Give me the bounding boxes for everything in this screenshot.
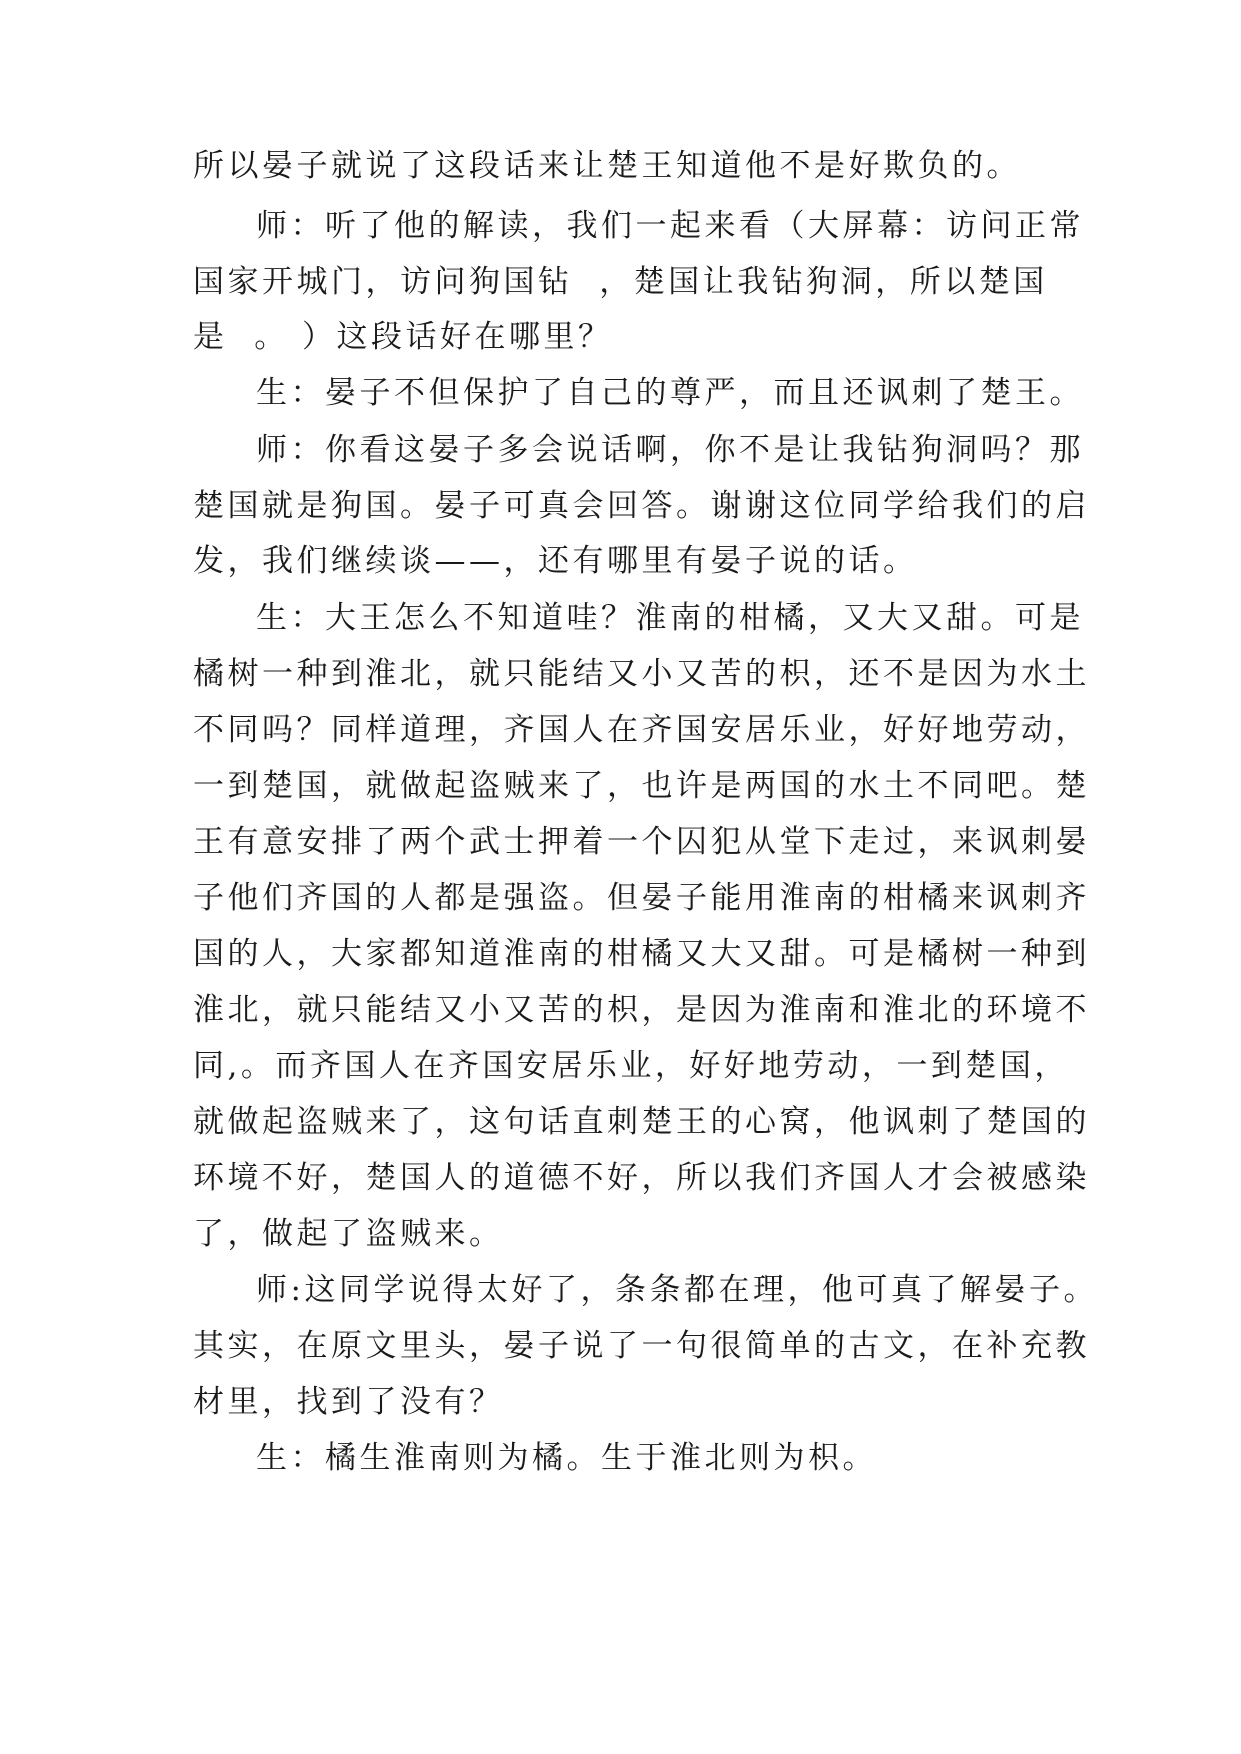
text-line: 生：大王怎么不知道哇？淮南的柑橘，又大又甜。可是	[256, 600, 1084, 636]
text-line: 环境不好，楚国人的道德不好，所以我们齐国人才会被感染	[193, 1160, 1090, 1196]
text-line: 国的人，大家都知道淮南的柑橘又大又甜。可是橘树一种到	[193, 936, 1090, 972]
text-line: 其实，在原文里头，晏子说了一句很简单的古文，在补充教	[193, 1328, 1090, 1364]
text-line: 子他们齐国的人都是强盗。但晏子能用淮南的柑橘来讽刺齐	[193, 880, 1090, 916]
text-line: 师:这同学说得太好了，条条都在理，他可真了解晏子。	[256, 1272, 1098, 1308]
text-line: 楚国就是狗国。晏子可真会回答。谢谢这位同学给我们的启	[193, 488, 1090, 524]
text-line: 生：晏子不但保护了自己的尊严，而且还讽刺了楚王。	[256, 375, 1084, 411]
text-line: 不同吗？同样道理，齐国人在齐国安居乐业，好好地劳动，	[193, 712, 1090, 748]
text-line: 师：你看这晏子多会说话啊，你不是让我钻狗洞吗？那	[256, 432, 1084, 468]
text-line: 就做起盗贼来了，这句话直刺楚王的心窝，他讽刺了楚国的	[193, 1104, 1090, 1140]
text-line: 所以晏子就说了这段话来让楚王知道他不是好欺负的。	[193, 148, 1021, 184]
text-line: 了，做起了盗贼来。	[193, 1216, 504, 1252]
text-line: 一到楚国，就做起盗贼来了，也许是两国的水土不同吧。楚	[193, 768, 1090, 804]
text-line: 师：听了他的解读，我们一起来看（大屏幕：访问正常	[256, 208, 1084, 244]
text-line: 淮北，就只能结又小又苦的枳，是因为淮南和淮北的环境不	[193, 992, 1090, 1028]
text-line: 发，我们继续谈——，还有哪里有晏子说的话。	[193, 543, 918, 579]
text-line: 生：橘生淮南则为橘。生于淮北则为枳。	[256, 1440, 877, 1476]
text-line: 是 。 ）这段话好在哪里？	[193, 319, 613, 355]
text-line: 同,。而齐国人在齐国安居乐业，好好地劳动，一到楚国，	[193, 1048, 1069, 1084]
text-line: 国家开城门，访问狗国钻 ，楚国让我钻狗洞，所以楚国	[193, 264, 1048, 300]
text-line: 橘树一种到淮北，就只能结又小又苦的枳，还不是因为水土	[193, 656, 1090, 692]
text-line: 王有意安排了两个武士押着一个囚犯从堂下走过，来讽刺晏	[193, 824, 1090, 860]
text-line: 材里，找到了没有？	[193, 1384, 504, 1420]
